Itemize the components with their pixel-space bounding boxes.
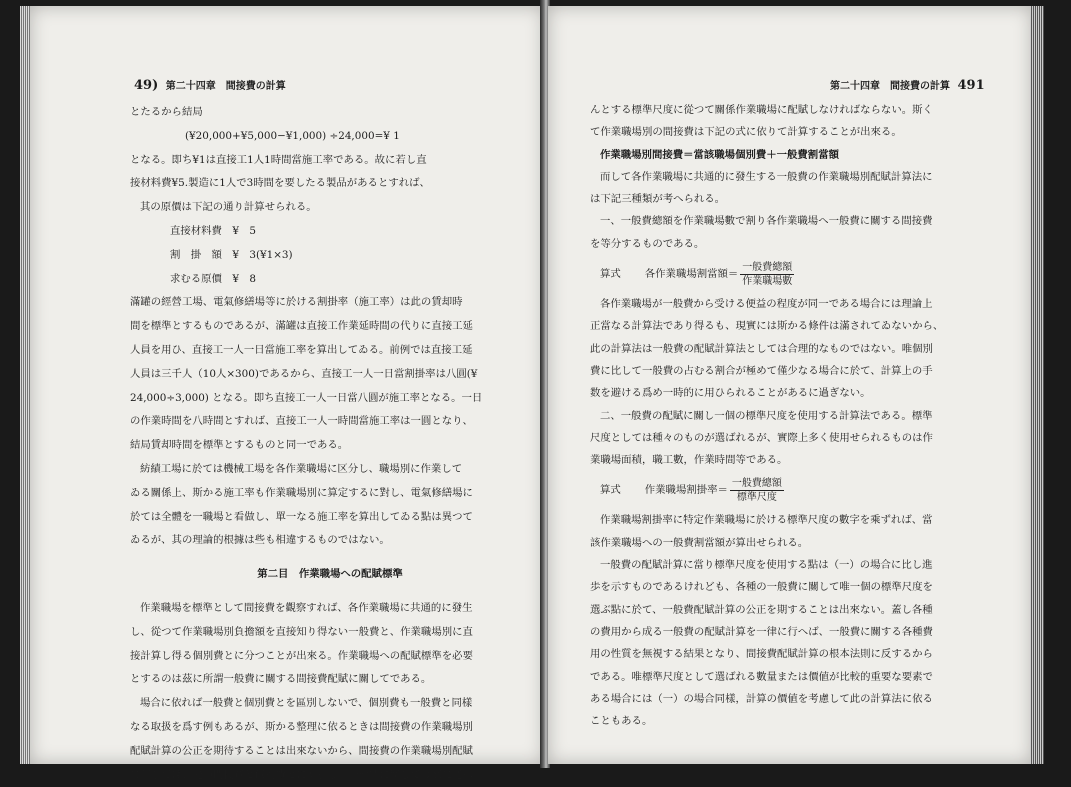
text-line: となる。即ち¥1は直接工1人1時間當施工率である。故に若し直 [130, 153, 427, 166]
right-page-header [830, 77, 989, 93]
text-line: とするのは茲に所謂一般費に關する間接費配賦に關してである。 [130, 673, 432, 686]
page-edge-right [1030, 6, 1044, 764]
text-line: 場合に依れば一般費と個別費とを區別しないで、個別費も一般費と同樣 [140, 697, 473, 710]
text-line: に際しては、先づ間接費と個別費とに區別し、一般費に關しては茲に述べ [130, 768, 473, 781]
left-page-number: 49) [134, 78, 159, 93]
text-line: 業職場面積，職工數，作業時間等である。 [590, 454, 788, 467]
text-line: し、從つて作業職場別負擔額を直接知り得ない一般費と、作業職場別に直 [130, 625, 473, 638]
text-line: 正當なる計算法であり得るも、現實には斯かる條件は滿されてゐないから、 [590, 320, 944, 333]
text-line: ゐる關係上、斯かる施工率も作業職場別に算定するに對し、電氣修繕場に [130, 486, 473, 499]
equation-line: (¥20,000+¥5,000−¥1,000) ÷24,000=¥ 1 [185, 129, 400, 142]
text-line: こともある。 [590, 715, 653, 728]
text-line: て作業職場別の間接費は下記の式に依りて計算することが出來る。 [590, 126, 902, 139]
text-line: 於ては全體を一職場と看做し、單一なる施工率を算出してゐる點は異つて [130, 510, 473, 523]
text-line: 而して各作業職場に共通的に發生する一般費の作業職場別配賦計算法に [600, 170, 933, 183]
text-line: 数を避ける爲め一時的に用ひられることがあるに過ぎない。 [590, 387, 871, 400]
text-line: 其の原價は下記の通り計算せられる。 [140, 201, 317, 214]
text-line: とたるから結局 [130, 106, 203, 118]
formula-1 [590, 255, 992, 293]
text-line: 費に比して一般費の占むる割合が極めて僅少なる場合に於て、計算上の手 [590, 364, 933, 377]
left-page-body [130, 101, 530, 787]
formula-lhs: 作業職場割掛率＝ [644, 484, 728, 497]
section-title: 第二目 作業職場への配賦標準 [257, 568, 403, 581]
text-line: 結局賃却時間を標準とするものと同一である。 [130, 439, 349, 452]
text-line: 一般費の配賦計算に當り標準尺度を使用する點は（一）の場合に比し進 [600, 559, 933, 572]
left-running-title: 第二十四章 間接費の計算 [165, 81, 286, 92]
formula-2 [590, 471, 992, 509]
text-line: 接計算し得る個別費とに分つことが出來る。作業職場への配賦標準を必要 [130, 649, 473, 662]
text-line: 各作業職場が一般費から受ける便益の程度が同一である場合には理論上 [600, 298, 933, 311]
text-line: の費用から成る一般費の配賦計算を一律に行へば、一般費に關する各種費 [590, 625, 933, 638]
text-line: んとする標準尺度に從つて關係作業職場に配賦しなければならない。斯く [590, 104, 933, 116]
text-line: 間を標準とするものであるが、滿罐は直接工作業延時間の代りに直接工延 [130, 320, 473, 333]
cost-item-line: 直接材料費 ¥ 5 [170, 224, 256, 237]
cost-item-line: 割 掛 額 ¥ 3(¥1×3) [170, 248, 293, 261]
text-line: 一、一般費總額を作業職場數で割り各作業職場へ一般費に關する間接費 [600, 215, 933, 228]
right-page-body [590, 99, 992, 732]
text-line: 配賦計算の公正を期待することは出來ないから、間接費の作業職場別配賦 [130, 744, 473, 757]
text-line: 二、一般費の配賦に關し一個の標準尺度を使用する計算法である。標準 [600, 409, 933, 422]
right-page-number: 491 [957, 78, 985, 93]
fraction-denominator: 作業職場數 [742, 275, 793, 287]
text-line: ゐるが、其の理論的根據は些も相違するものではない。 [130, 534, 390, 547]
text-line: の作業時間を八時間とすれば、直接工一人一時間當施工率は一圓となり、 [130, 415, 473, 428]
formula-label: 算式 [600, 267, 621, 280]
text-line: 用の性質を無視する結果となり、間接費配賦計算の根本法則に反するから [590, 648, 933, 661]
text-line: なる取扱を爲す例もあるが、斯かる整理に依るときは間接費の作業職場別 [130, 720, 473, 733]
fraction [740, 261, 794, 288]
right-running-title: 第二十四章 間接費の計算 [830, 81, 950, 92]
text-line: を等分するものである。 [590, 237, 705, 250]
text-line: 紡績工場に於ては機械工場を各作業職場に区分し、職場別に作業して [140, 462, 463, 475]
text-line: 尺度としては種々のものが選ばれるが、實際上多く使用せられるものは作 [590, 431, 933, 444]
text-line: 滿罐の經營工場、電氣修繕場等に於ける割掛率（施工率）は此の賃却時 [130, 296, 463, 309]
text-line: 人員を用ひ、直接工一人一日當施工率を算出してゐる。前例では直接工延 [130, 343, 473, 356]
fraction-denominator: 標準尺度 [736, 491, 777, 503]
text-line: は下記三種類が考へられる。 [590, 193, 726, 206]
left-page [30, 6, 544, 781]
text-line: 接材料費¥5.製造に1人で3時間を要したる製品があるとすれば、 [130, 177, 430, 190]
formula-lhs: 各作業職場割當額＝ [644, 267, 739, 280]
right-page [548, 6, 1032, 764]
text-line: 此の計算法は一般費の配賦計算法としては合理的なものではない。唯個別 [590, 342, 933, 355]
text-line: 作業職場を標準として間接費を觀察すれば、各作業職場に共通的に發生 [140, 601, 473, 614]
cost-item-line: 求むる原價 ¥ 8 [170, 272, 256, 285]
left-page-header [130, 77, 286, 93]
text-line: 該作業職場への一般費割當額が算出せられる。 [590, 536, 809, 549]
equation-line: 作業職場別間接費＝當該職場個別費＋一般費割當額 [600, 148, 839, 161]
fraction-numerator: 一般費總額 [742, 261, 793, 273]
text-line: 歩を示すものであるけれども、各種の一般費に關して唯一個の標準尺度を [590, 581, 933, 594]
text-line: 作業職場割掛率に特定作業職場に於ける標準尺度の數字を乘ずれば、當 [600, 514, 933, 527]
fraction-numerator: 一般費總額 [731, 477, 782, 489]
formula-label: 算式 [600, 484, 621, 497]
text-line: ある場合には（一）の場合同樣，計算の價値を考慮して此の計算法に依る [590, 692, 933, 705]
fraction [730, 477, 784, 504]
text-line: 選ぶ點に於て、一般費配賦計算の公正を期することは出來ない。蓋し各種 [590, 603, 933, 616]
text-line: である。唯標準尺度として選ばれる數量または價値が比較的重要な要素で [590, 670, 933, 683]
text-line: 人員は三千人（10人×300)であるから、直接工一人一日當割掛率は八圓(¥ [130, 367, 478, 380]
text-line: 24,000÷3,000) となる。即ち直接工一人一日當八圓が施工率となる。一日 [130, 391, 483, 404]
